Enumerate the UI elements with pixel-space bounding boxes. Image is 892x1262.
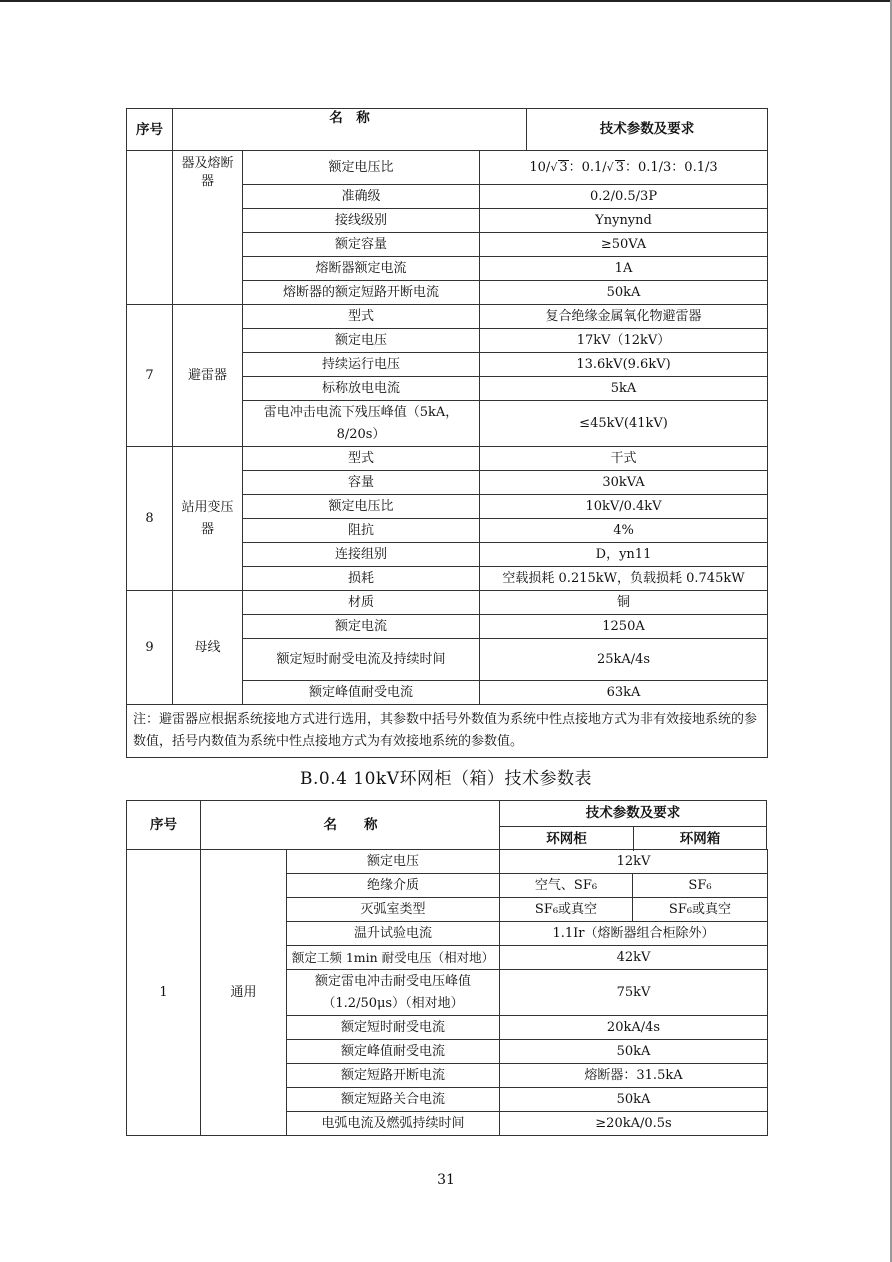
param-name: 熔断器额定电流 (243, 257, 480, 281)
param-name: 型式 (243, 447, 480, 471)
param-name: 额定短路关合电流 (287, 1088, 500, 1112)
group-label: 器及熔断器 (173, 151, 243, 305)
param-name: 持续运行电压 (243, 353, 480, 377)
param-name: 熔断器的额定短路开断电流 (243, 281, 480, 305)
param-value: 4% (480, 519, 768, 543)
param-name: 额定容量 (243, 233, 480, 257)
param-name: 额定雷电冲击耐受电压峰值（1.2/50μs）（相对地） (287, 970, 500, 1016)
param-value: 13.6kV(9.6kV) (480, 353, 768, 377)
param-value: ≤45kV(41kV) (480, 401, 768, 447)
group-label: 通用 (201, 850, 287, 1136)
param-value: 42kV (500, 946, 768, 970)
param-value: 63kA (480, 681, 768, 705)
param-value: 50kA (480, 281, 768, 305)
param-value: 10/√ 3：0.1/√ 3：0.1/3：0.1/3 (480, 151, 768, 185)
group-no: 8 (127, 447, 173, 591)
table-note: 注：避雷器应根据系统接地方式进行选用，其参数中括号外数值为系统中性点接地方式为非有效接地系统的参数值，括号内数值为系统中性点接地方式为有效接地系统的参数值。 (127, 705, 768, 758)
param-name: 额定短时耐受电流 (287, 1016, 500, 1040)
top-rule (0, 0, 892, 2)
param-name: 灭弧室类型 (287, 898, 500, 922)
param-value-box: SF₆ (633, 874, 768, 898)
param-value: 1.1Ir（熔断器组合柜除外） (500, 922, 768, 946)
header-requirements: 技术参数及要求 (500, 801, 766, 827)
param-name: 额定电压 (243, 329, 480, 353)
param-name: 材质 (243, 591, 480, 615)
param-value: 12kV (500, 850, 768, 874)
param-value: D，yn11 (480, 543, 768, 567)
group-label: 避雷器 (173, 305, 243, 447)
group-label: 母线 (173, 591, 243, 705)
param-value: 30kVA (480, 471, 768, 495)
param-value-cabinet: SF₆或真空 (500, 898, 633, 922)
param-name: 型式 (243, 305, 480, 329)
table-caption: B.0.4 10kV环网柜（箱）技术参数表 (299, 769, 593, 789)
param-name: 容量 (243, 471, 480, 495)
param-name: 额定短路开断电流 (287, 1064, 500, 1088)
param-name: 额定峰值耐受电流 (287, 1040, 500, 1064)
param-name: 额定电压比 (243, 495, 480, 519)
param-name: 接线级别 (243, 209, 480, 233)
param-value: ≥50VA (480, 233, 768, 257)
param-value: 熔断器：31.5kA (500, 1064, 768, 1088)
param-name: 电弧电流及燃弧持续时间 (287, 1112, 500, 1136)
param-value: 20kA/4s (500, 1016, 768, 1040)
param-name: 额定电压比 (243, 151, 480, 185)
param-value: 1250A (480, 615, 768, 639)
param-name: 温升试验电流 (287, 922, 500, 946)
param-value: 1A (480, 257, 768, 281)
param-name: 连接组别 (243, 543, 480, 567)
param-value: 75kV (500, 970, 768, 1016)
arrester-transformer-busbar-table (126, 108, 768, 758)
group-no: 1 (127, 850, 201, 1136)
group-label: 站用变压器 (173, 447, 243, 591)
param-value: 17kV（12kV） (480, 329, 768, 353)
header-ring-main-box: 环网箱 (679, 831, 721, 847)
group-no: 9 (127, 591, 173, 705)
page-number: 31 (437, 1172, 455, 1188)
param-value: 铜 (480, 591, 768, 615)
header-requirements: 技术参数及要求 (526, 109, 767, 150)
param-name: 绝缘介质 (287, 874, 500, 898)
param-name: 额定电压 (287, 850, 500, 874)
requirements-header (499, 800, 767, 850)
param-value: 5kA (480, 377, 768, 401)
param-value: 0.2/0.5/3P (480, 185, 768, 209)
param-name: 准确级 (243, 185, 480, 209)
param-value: 10kV/0.4kV (480, 495, 768, 519)
param-value: 50kA (500, 1040, 768, 1064)
param-value: 25kA/4s (480, 639, 768, 681)
param-value: 50kA (500, 1088, 768, 1112)
param-name: 标称放电电流 (243, 377, 480, 401)
header-no: 序号 (127, 109, 173, 151)
param-name: 额定电流 (243, 615, 480, 639)
param-name: 额定短时耐受电流及持续时间 (243, 639, 480, 681)
param-value: 空载损耗 0.215kW，负载损耗 0.745kW (480, 567, 768, 591)
param-name: 损耗 (243, 567, 480, 591)
param-name: 阻抗 (243, 519, 480, 543)
param-name: 雷电冲击电流下残压峰值（5kA，8/20s） (243, 401, 480, 447)
param-value: 复合绝缘金属氧化物避雷器 (480, 305, 768, 329)
param-value-cabinet: 空气、SF₆ (500, 874, 633, 898)
param-value: 干式 (480, 447, 768, 471)
param-value: Ynynynd (480, 209, 768, 233)
param-name: 额定工频 1min 耐受电压（相对地） (287, 946, 500, 970)
header-name: 名 称 (323, 817, 378, 833)
param-value: ≥20kA/0.5s (500, 1112, 768, 1136)
param-name: 额定峰值耐受电流 (243, 681, 480, 705)
header-name: 名 称 (329, 110, 370, 126)
group-no: 7 (127, 305, 173, 447)
header-ring-main-cabinet: 环网柜 (500, 827, 634, 851)
header-no: 序号 (127, 801, 201, 850)
param-value-box: SF₆或真空 (633, 898, 768, 922)
